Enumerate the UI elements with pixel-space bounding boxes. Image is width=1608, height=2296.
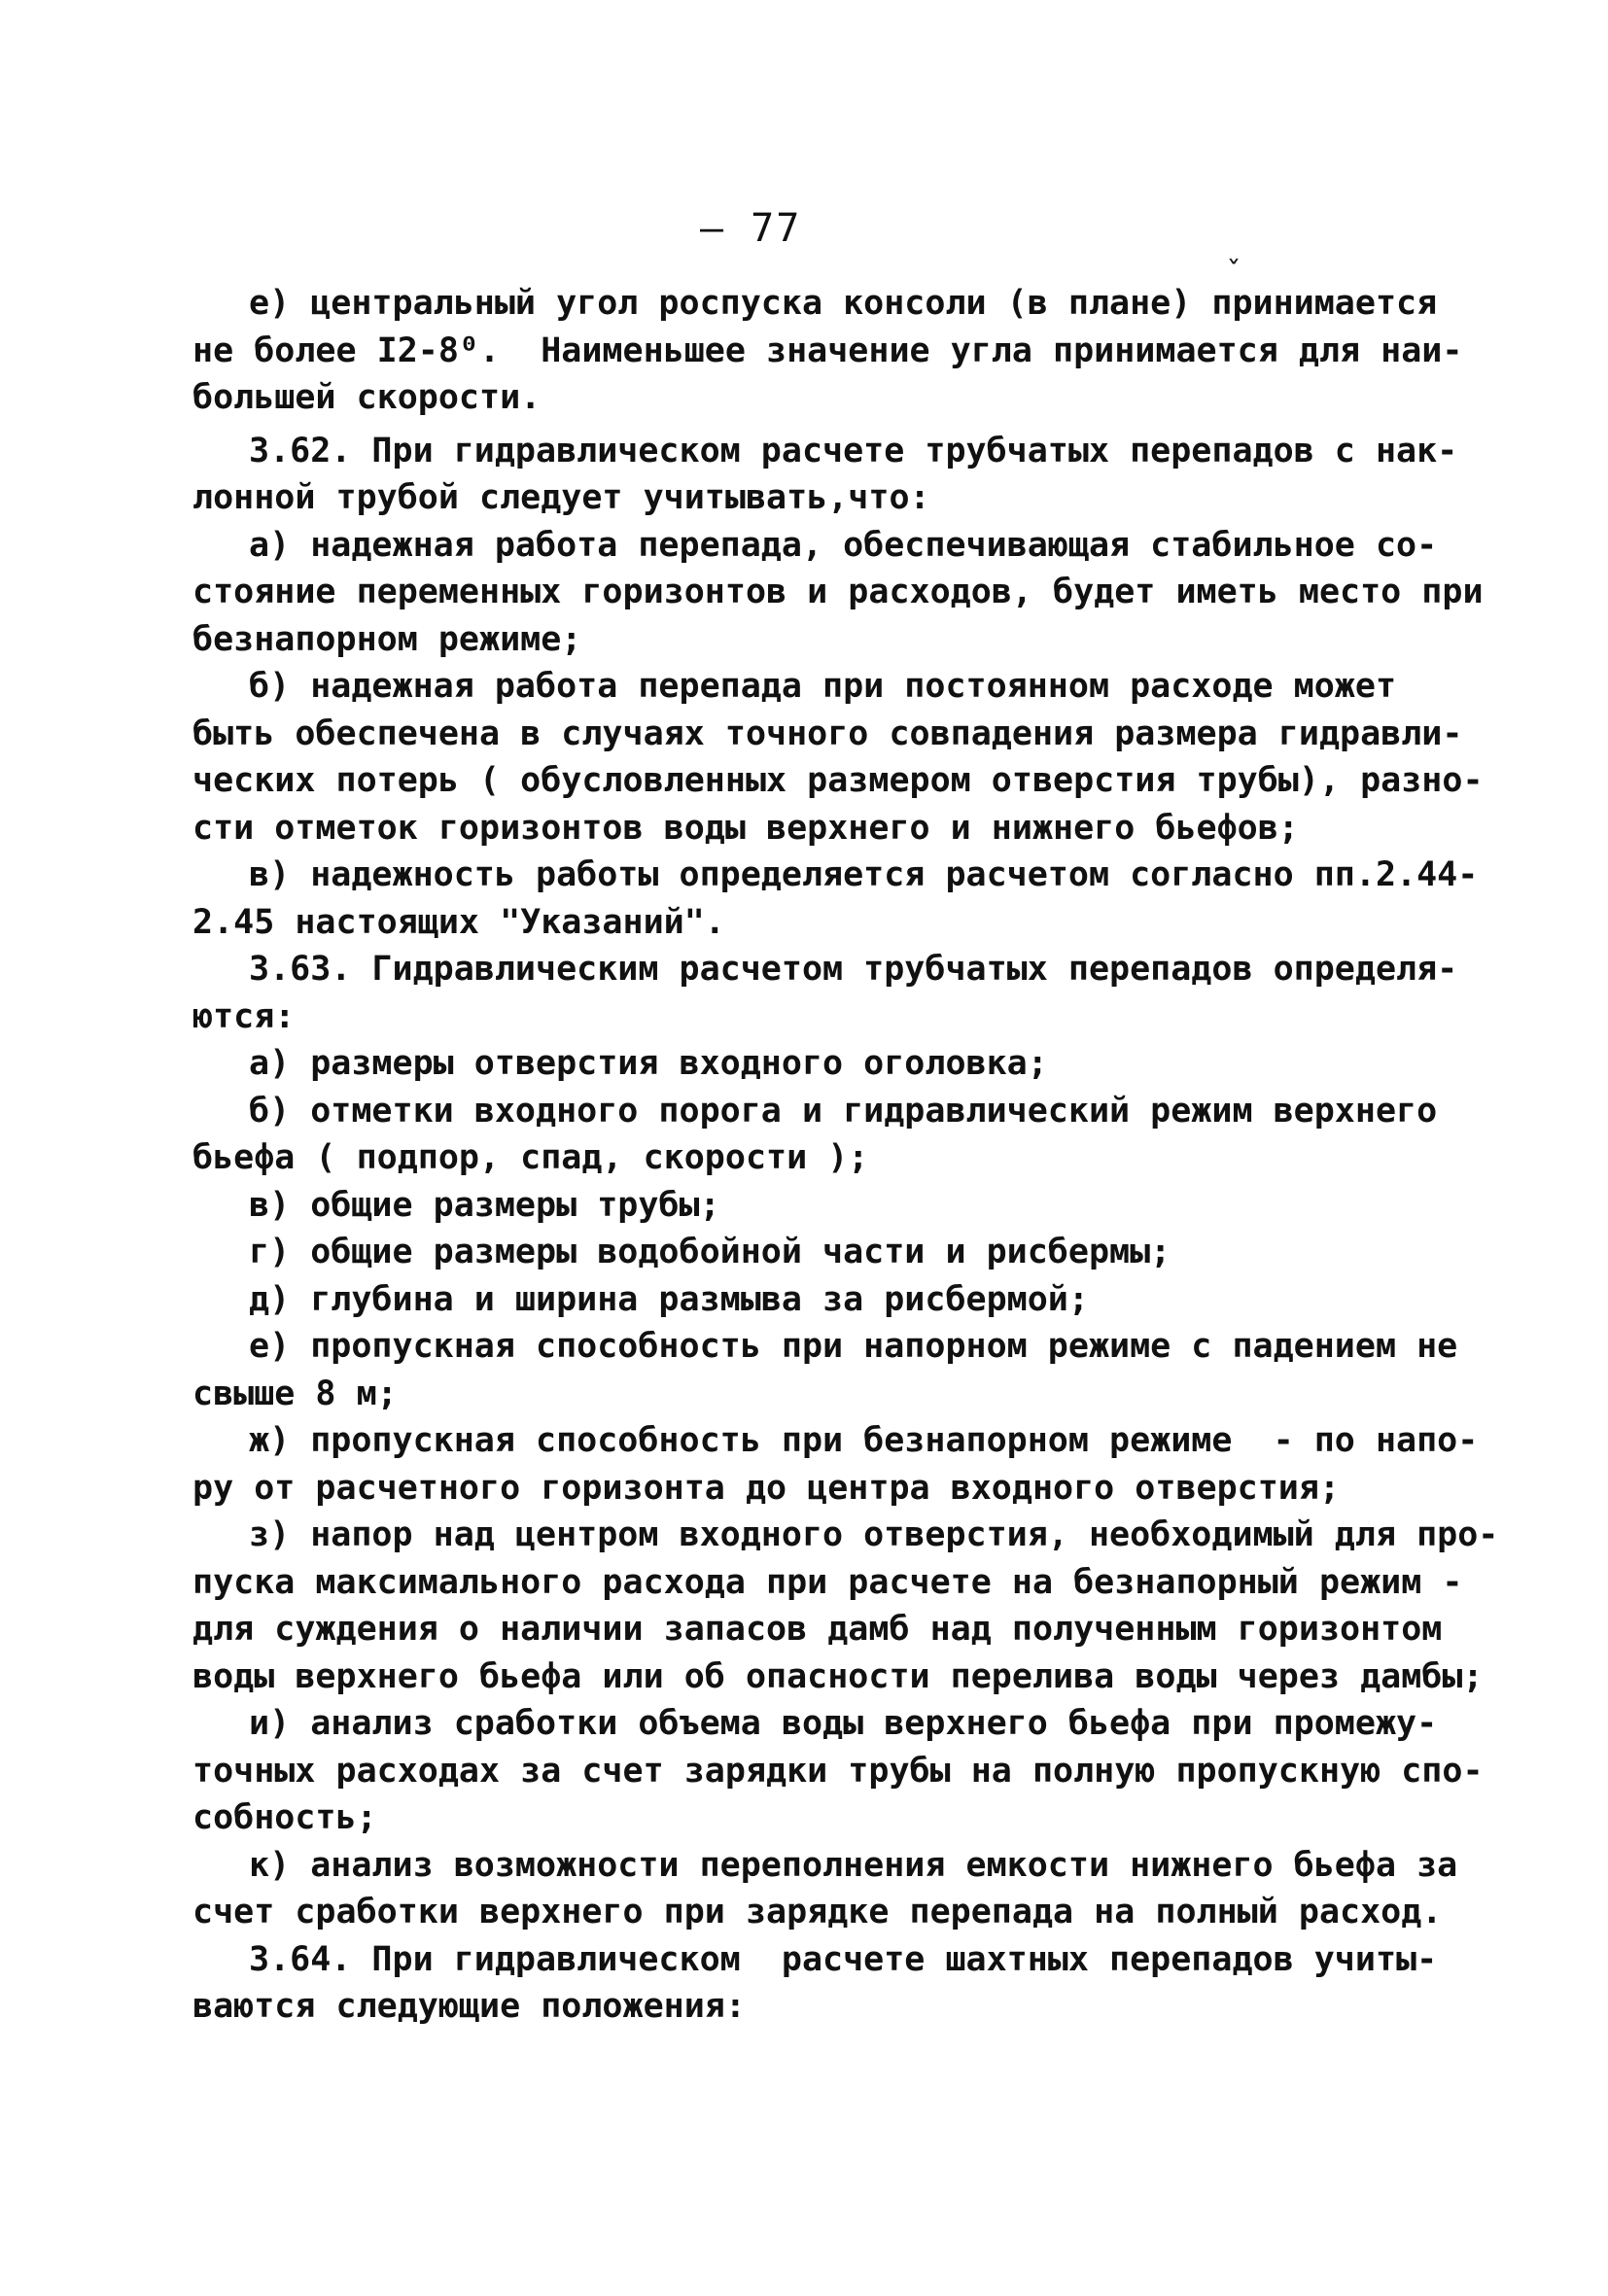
text-line: в) надежность работы определяется расчетом согласно пп.2.44- [249,855,1479,894]
text-line: точных расходах за счет зарядки трубы на полную пропускную спо- [192,1751,1484,1791]
tick-mark: ˇ [1225,256,1243,290]
text-line: воды верхнего бьефа или об опасности перелива воды через дамбы; [192,1656,1484,1696]
paragraph [192,280,1463,422]
text-line: б) надежная работа перепада при постоянном расходе может [249,667,1397,706]
text-line: ру от расчетного горизонта до центра входного отверстия; [192,1468,1341,1508]
paragraph [192,1182,1408,1230]
text-line: и) анализ сработки объема воды верхнего бьефа при промежу- [249,1704,1438,1743]
paragraph [192,1512,1499,1700]
text-line: большей скорости. [192,378,542,417]
text-line: 2.45 настоящих "Указаний". [192,902,725,942]
paragraph [192,1700,1484,1842]
text-line: сти отметок горизонтов воды верхнего и нижнего бьефов; [192,808,1299,848]
text-line: в) общие размеры трубы; [249,1185,720,1225]
text-line: а) надежная работа перепада, обеспечивающая стабильное со- [249,525,1438,565]
paragraph [192,1229,1408,1276]
text-line: е) пропускная способность при напорном режиме с падением не [249,1327,1458,1366]
paragraph [192,1276,1408,1324]
paragraph [192,428,1458,522]
text-line: 3.62. При гидравлическом расчете трубчатых перепадов с нак- [249,431,1458,470]
text-line: ж) пропускная способность при безнапорном режиме - по напо- [249,1421,1479,1460]
paragraph [192,1040,1408,1088]
body-text [192,280,1499,2031]
text-line: з) напор над центром входного отверстия, необходимый для про- [249,1515,1499,1554]
paragraph [192,522,1484,664]
text-line: к) анализ возможности переполнения емкости нижнего бьефа за [249,1845,1458,1885]
paragraph [192,946,1458,1040]
text-line: ческих потерь ( обусловленных размером отверстия трубы), разно- [192,761,1484,800]
paragraph [192,852,1479,946]
paragraph [192,663,1484,852]
text-line: а) размеры отверстия входного оголовка; [249,1044,1048,1083]
text-line: г) общие размеры водобойной части и рисбермы; [249,1233,1171,1271]
text-line: б) отметки входного порога и гидравлический режим верхнего [249,1091,1438,1131]
text-line: счет сработки верхнего при зарядке перепада на полный расход. [192,1893,1443,1931]
paragraph [192,1842,1458,1936]
text-line: собность; [192,1798,377,1837]
text-line: е) центральный угол роспуска консоли (в плане) принимается [249,284,1438,323]
paragraph [192,1323,1458,1417]
text-line: 3.64. При гидравлическом расчете шахтных перепадов учиты- [249,1939,1438,1979]
text-line: не более I2-8⁰. Наименьшее значение угла принимается для наи- [192,330,1463,370]
paragraph [192,1936,1438,2031]
text-line: 3.63. Гидравлическим расчетом трубчатых перепадов определя- [249,950,1458,989]
page-number: — 77 [700,206,802,251]
text-line: безнапорном режиме; [192,619,582,659]
text-line: ются: [192,996,296,1036]
paragraph [192,1088,1438,1182]
text-line: лонной трубой следует учитывать,что: [192,478,930,517]
text-line: быть обеспечена в случаях точного совпадения размера гидравли- [192,713,1463,753]
paragraph [192,1417,1479,1512]
text-line: ваются следующие положения: [192,1987,746,2026]
text-line: для суждения о наличии запасов дамб над полученным горизонтом [192,1610,1443,1649]
text-line: д) глубина и ширина размыва за рисбермой; [249,1279,1089,1319]
text-line: свыше 8 м; [192,1374,398,1413]
text-line: пуска максимального расхода при расчете на безнапорный режим - [192,1562,1463,1602]
text-line: стояние переменных горизонтов и расходов, будет иметь место при [192,573,1484,611]
text-line: бьефа ( подпор, спад, скорости ); [192,1138,869,1177]
